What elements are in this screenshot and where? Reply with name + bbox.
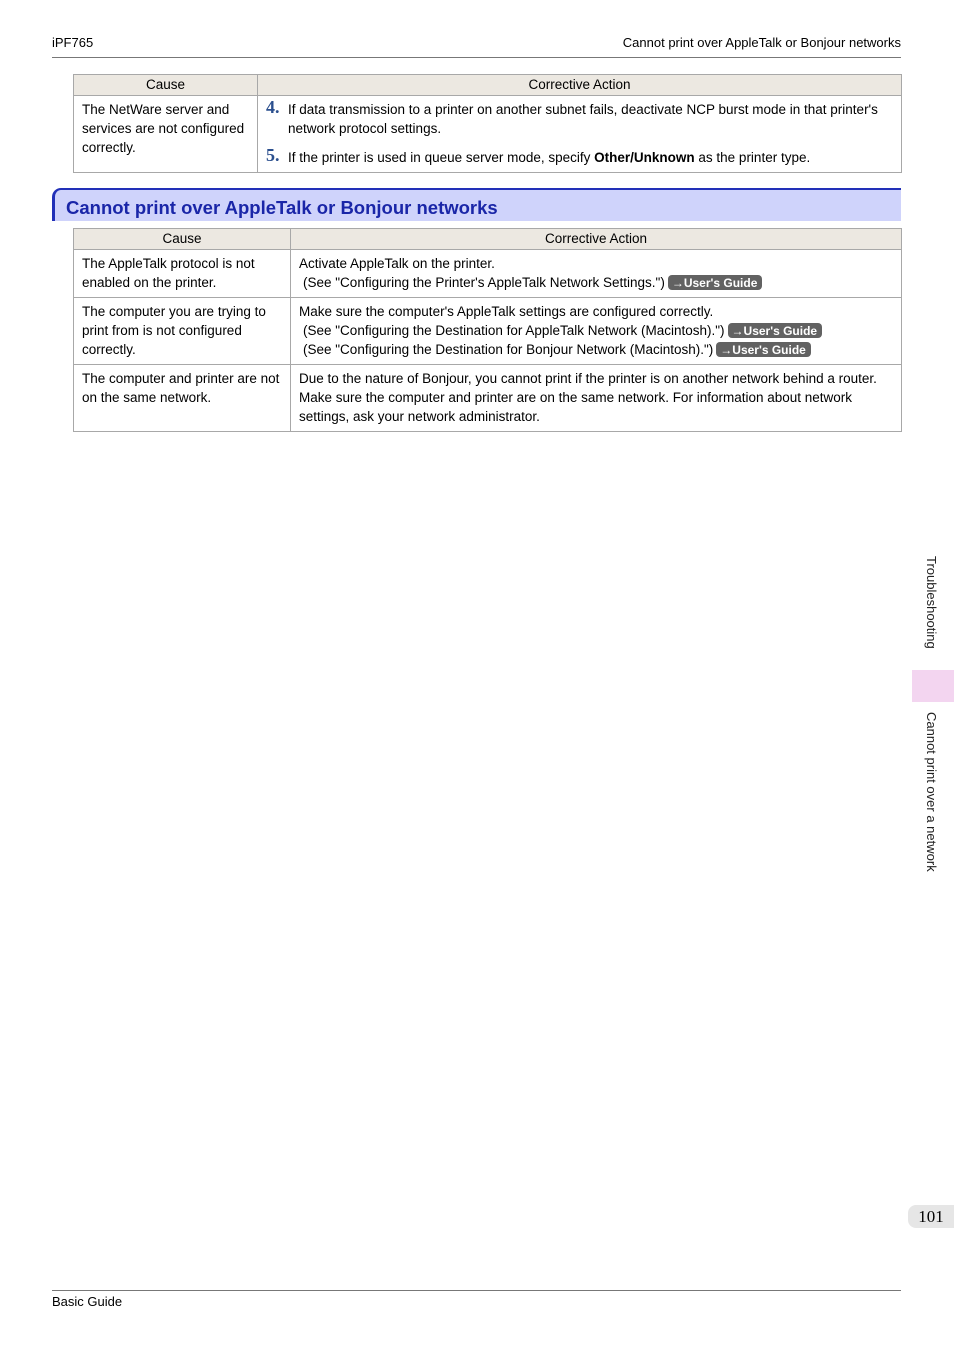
section-title: Cannot print over AppleTalk or Bonjour networks (66, 197, 498, 218)
action-cell (291, 298, 902, 365)
table-row (74, 365, 902, 432)
reference-line (299, 340, 893, 359)
printer-type-option: Other/Unknown (594, 150, 695, 165)
table1-cause-cell: The NetWare server and services are not configured correctly. (74, 96, 258, 173)
footer-rule (52, 1290, 901, 1291)
action-cell (291, 250, 902, 298)
footer-guide-name: Basic Guide (52, 1294, 123, 1309)
action-text: Activate AppleTalk on the printer. (299, 256, 495, 271)
users-guide-link[interactable]: →User's Guide (728, 323, 823, 338)
header-rule (52, 57, 901, 58)
page-number: 101 (908, 1205, 954, 1228)
step-number: 5. (266, 145, 280, 165)
appletalk-bonjour-table (73, 228, 902, 432)
reference-line (299, 273, 893, 292)
step-text-part: If the printer is used in queue server mode, specify (288, 150, 595, 165)
table2-cause-header: Cause (74, 229, 291, 250)
step-5 (266, 145, 893, 167)
topic-side-tab[interactable] (924, 712, 940, 892)
users-guide-link[interactable]: →User's Guide (716, 342, 811, 357)
header-section-title: Cannot print over AppleTalk or Bonjour networks (622, 35, 901, 50)
step-4 (266, 97, 893, 138)
reference-text: (See "Configuring the Destination for Bonjour Network (Macintosh).") (303, 342, 714, 357)
step-text: If data transmission to a printer on another subnet fails, deactivate NCP burst mode in that printer's network protocol settings. (288, 102, 878, 136)
table-row (74, 298, 902, 365)
chapter-side-tab[interactable] (924, 556, 940, 660)
action-text: Make sure the computer's AppleTalk settings are configured correctly. (299, 304, 714, 319)
table-row (74, 250, 902, 298)
cause-cell: The computer you are trying to print from is not configured correctly. (74, 298, 291, 365)
step-text (288, 148, 893, 167)
table1-cause-header: Cause (74, 75, 258, 96)
step-text-part: as the printer type. (694, 150, 811, 165)
topic-side-label: Cannot print over a network (924, 712, 939, 872)
cause-cell: The computer and printer are not on the same network. (74, 365, 291, 432)
netware-table (73, 74, 902, 173)
section-heading (52, 188, 901, 221)
table-row (74, 96, 902, 173)
cause-cell: The AppleTalk protocol is not enabled on the printer. (74, 250, 291, 298)
side-tab-marker (912, 670, 954, 702)
table1-action-header: Corrective Action (258, 75, 902, 96)
reference-text: (See "Configuring the Destination for AppleTalk Network (Macintosh).") (303, 323, 725, 338)
reference-line (299, 321, 893, 340)
action-cell: Due to the nature of Bonjour, you cannot print if the printer is on another network behind a router. Make sure the computer and printer are on the same network. For information about network settings, ask your network administrator. (291, 365, 902, 432)
table2-action-header: Corrective Action (291, 229, 902, 250)
reference-text: (See "Configuring the Printer's AppleTalk Network Settings.") (303, 275, 665, 290)
header-product: iPF765 (52, 35, 94, 50)
step-number: 4. (266, 97, 280, 117)
users-guide-link[interactable]: →User's Guide (668, 275, 763, 290)
chapter-side-label: Troubleshooting (924, 556, 939, 649)
table1-action-cell (258, 96, 902, 173)
